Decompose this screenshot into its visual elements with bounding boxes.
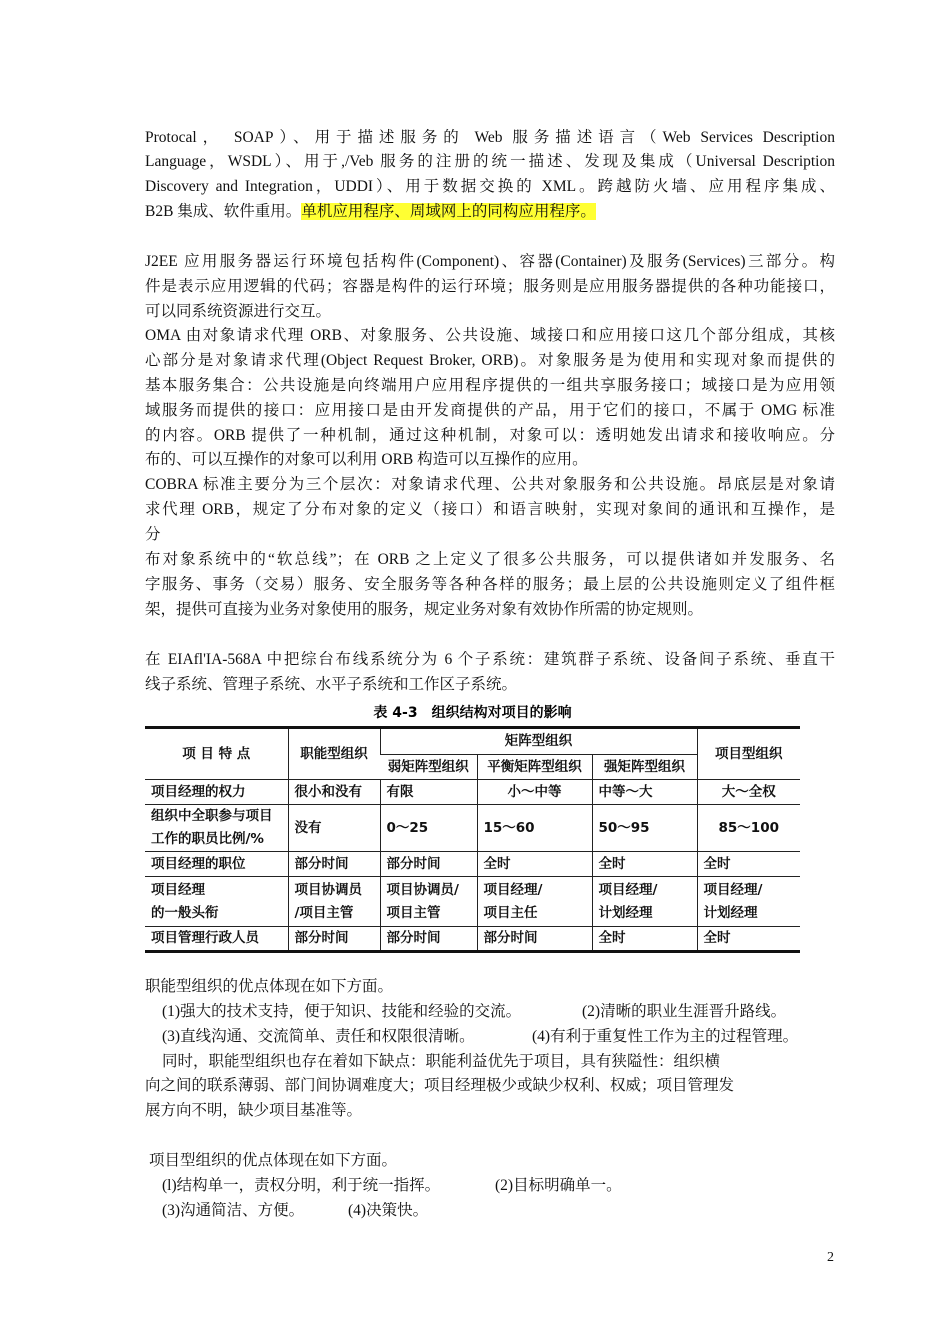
- table-cell: 全时: [592, 927, 697, 952]
- text-line: 架，提供可直接为业务对象使用的服务，规定业务对象有效协作所需的协定规则。: [145, 601, 704, 618]
- row-label-cell: 组织中全职参与项目 工作的职员比例/%: [151, 808, 273, 847]
- highlighted-text: 单机应用程序、周域网上的同构应用程序。: [301, 203, 596, 220]
- table-cell: 15～60: [477, 805, 592, 852]
- list-item: (4)决策快。: [348, 1202, 429, 1219]
- table-cell: 部分时间: [380, 927, 477, 952]
- table-cell: 部分时间: [288, 927, 380, 952]
- table-cell: 项目经理/ 计划经理: [592, 877, 697, 927]
- list-item: (2)目标明确单一。: [495, 1177, 622, 1194]
- header-weak-matrix: 弱矩阵型组织: [387, 758, 469, 775]
- table-row: [145, 927, 800, 952]
- table-row: [145, 780, 800, 805]
- list-item: (3)沟通简洁、方便。: [162, 1202, 305, 1219]
- header-strong-matrix: 强矩阵型组织: [592, 755, 697, 780]
- list-item: (4)有利于重复性工作为主的过程管理。: [532, 1028, 799, 1045]
- text-line: 基本服务集合：公共设施是向终端用户应用程序提供的一组共享服务接口；域接口是为应用领: [145, 377, 835, 394]
- row-label-cell: 项目经理 的一般头衔: [151, 881, 219, 921]
- text-line: 件是表示应用逻辑的代码；容器是构件的运行环境；服务则是应用服务器提供的各种功能接口，: [145, 278, 835, 295]
- table-cell: 全时: [477, 852, 592, 877]
- table-cell: 全时: [592, 852, 697, 877]
- text-line: 线子系统、管理子系统、水平子系统和工作区子系统。: [145, 676, 518, 693]
- table-cell: 小～中等: [477, 780, 592, 805]
- table-cell: 部分时间: [477, 927, 592, 952]
- text-line: 求代理 ORB，规定了分布对象的定义（接口）和语言映射，实现对象间的通讯和互操作，是: [145, 501, 835, 518]
- table-cell: 项目协调员/ 项目主管: [380, 877, 477, 927]
- text-line: 向之间的联系薄弱、部门间协调难度大；项目经理极少或缺少权利、权威；项目管理发: [145, 1077, 735, 1094]
- header-matrix: 矩阵型组织: [380, 728, 697, 755]
- table-cell: 0～25: [380, 805, 477, 852]
- text-line: 字服务、事务（交易）服务、安全服务等各种各样的服务；最上层的公共设施则定义了组件框: [145, 576, 835, 593]
- text-span: B2B 集成、软件重用。: [145, 203, 302, 220]
- list-item: (2)清晰的职业生涯晋升路线。: [582, 1003, 787, 1020]
- text-line: 分: [145, 526, 161, 543]
- text-line: [145, 200, 835, 224]
- table-cell: 没有: [288, 805, 380, 852]
- org-structure-table: [145, 726, 800, 953]
- text-line: OMA 由对象请求代理 ORB、对象服务、公共设施、域接口和应用接口这几个部分组成，其核: [145, 327, 835, 344]
- table-header-row: [145, 728, 800, 755]
- text-line: 布的、可以互操作的对象可以利用 ORB 构造可以互操作的应用。: [145, 451, 588, 468]
- text-line: 心部分是对象请求代理(Object Request Broker, ORB)。对象服务是为使用和实现对象而提供的: [145, 352, 835, 369]
- header-project: 项目型组织: [697, 728, 800, 780]
- table-cell: 85～100: [697, 805, 800, 852]
- table-cell: 大～全权: [697, 780, 800, 805]
- table-row: [145, 877, 800, 927]
- table-cell: 项目经理/ 项目主任: [477, 877, 592, 927]
- table-cell: 很小和没有: [288, 780, 380, 805]
- text-line: Discovery and Integration，UDDI）、用于数据交换的 XML。跨越防火墙、应用程序集成、: [145, 178, 835, 195]
- header-balanced-matrix: 平衡矩阵型组织: [477, 755, 592, 780]
- table-cell: 有限: [380, 780, 477, 805]
- list-item: (1)强大的技术支持，便于知识、技能和经验的交流。: [162, 1003, 522, 1020]
- text-line: Language，WSDL）、用于,/Veb 服务的注册的统一描述、发现及集成（Universal Description: [145, 153, 835, 170]
- table-cell: 全时: [697, 927, 800, 952]
- text-line: 可以同系统资源进行交互。: [145, 303, 332, 320]
- header-functional: 职能型组织: [288, 728, 380, 780]
- table-row: [145, 805, 800, 852]
- page-number: 2: [827, 1250, 834, 1265]
- text-line: 在 EIAfl'IA-568A 中把综台布线系统分为 6 个子系统：建筑群子系统、设备间子系统、垂直干: [145, 651, 835, 668]
- table-row: [145, 852, 800, 877]
- text-line: J2EE 应用服务器运行环境包括构件(Component)、容器(Container)及服务(Services)三部分。构: [145, 253, 835, 270]
- table-cell: 部分时间: [380, 852, 477, 877]
- table-caption: 表 4-3 组织结构对项目的影响: [373, 705, 572, 721]
- text-line: 同时，职能型组织也存在着如下缺点：职能利益优先于项目，具有狭隘性：组织横: [162, 1053, 721, 1070]
- text-line: 域服务而提供的接口：应用接口是由开发商提供的产品，用于它们的接口，不属于 OMG 标准: [145, 402, 835, 419]
- text-line: 的内容。ORB 提供了一种机制，通过这种机制，对象可以：透明她发出请求和接收响应。分: [145, 427, 835, 444]
- list-item: (l)结构单一，责权分明，利于统一指挥。: [162, 1177, 441, 1194]
- table-cell: 部分时间: [288, 852, 380, 877]
- section-title: 项目型组织的优点体现在如下方面。: [149, 1152, 398, 1169]
- list-item: (3)直线沟通、交流简单、责任和权限很清晰。: [162, 1028, 475, 1045]
- row-label-cell: 项目经理的职位: [151, 855, 246, 872]
- table-cell: 中等～大: [592, 780, 697, 805]
- row-label-cell: 项目管理行政人员: [151, 930, 259, 946]
- header-feature: 项 目 特 点: [182, 745, 251, 762]
- table-cell: 50～95: [592, 805, 697, 852]
- text-line: COBRA 标准主要分为三个层次：对象请求代理、公共对象服务和公共设施。昂底层是对象请: [145, 476, 835, 493]
- text-line: 布对象系统中的“软总线”；在 ORB 之上定义了很多公共服务，可以提供诸如并发服务、名: [145, 551, 835, 568]
- table-cell: 项目经理/ 计划经理: [697, 877, 800, 927]
- row-label-cell: 项目经理的权力: [151, 783, 246, 800]
- table-cell: 项目协调员 /项目主管: [288, 877, 380, 927]
- text-line: Protocal， SOAP）、用于描述服务的 Web 服务描述语言（Web Services Description: [145, 129, 835, 146]
- section-title: 职能型组织的优点体现在如下方面。: [145, 978, 394, 995]
- text-line: 展方向不明，缺少项目基准等。: [145, 1102, 363, 1119]
- table-cell: 全时: [697, 852, 800, 877]
